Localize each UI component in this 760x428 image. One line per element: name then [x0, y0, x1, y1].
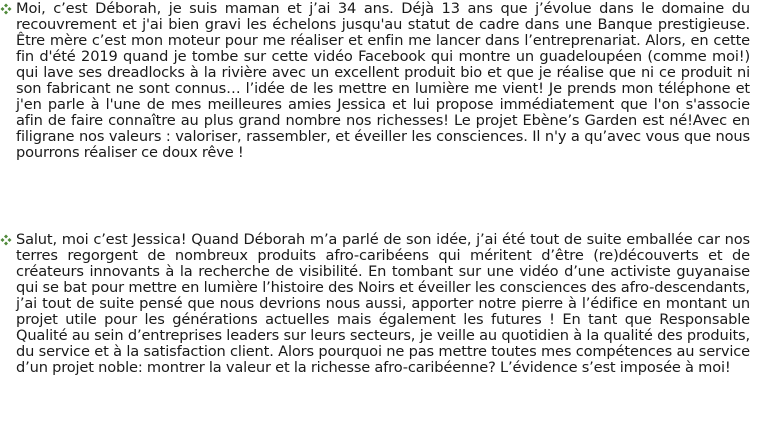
diamond-cluster-icon [0, 1, 16, 17]
paragraph-deborah [16, 1, 750, 161]
paragraph-text: Moi, c’est Déborah, je suis maman et j’ai 34 ans. Déjà 13 ans que j’évolue dans le domaine du recouvrement et j'ai bien gravi les échelons jusqu'au statut de cadre dans une Banque prestigieuse. Être mère c’est mon moteur pour me réaliser et enfin me lancer dans l’entreprenariat. Alors, en cette fin d'été 2019 quand je tombe sur cette vidéo Facebook qui montre un guadeloupéen (comme moi!) qui lave ses dreadlocks à la rivière avec un excellent produit bio et que je réalise que ni ce produit ni son fabricant ne sont connus… l’idée de les mettre en lumière me vient! Je prends mon téléphone et j'en parle à l'une de mes meilleures amies Jessica et lui propose immédiatement que l'on s'associe afin de faire connaître au plus grand nombre nos richesses! Le projet Ebène’s Garden est né!Avec en filigrane nos valeurs : valoriser, rassembler, et éveiller les consciences. Il n'y a qu’avec vous que nous pourrons réaliser ce doux rêve ! [16, 0, 750, 161]
paragraph-text: Salut, moi c’est Jessica! Quand Déborah m’a parlé de son idée, j’ai été tout de suite emballée car nos terres regorgent de nombreux produits afro-caribéens qui méritent d’être (re)découverts et de créateurs innovants à la recherche de visibilité. En tombant sur une vidéo d’une activiste guyanaise qui se bat pour mettre en lumière l’histoire des Noirs et éveiller les consciences des afro-descendants, j’ai tout de suite pensé que nous devrions nous aussi, apporter notre pierre à l’édifice en montant un projet utile pour les générations actuelles mais également les futures ! En tant que Responsable Qualité au sein d’entreprises leaders sur leurs secteurs, je veille au quotidien à la qualité des produits, du service et à la satisfaction client. Alors pourquoi ne pas mettre toutes mes compétences au service d’un projet noble: montrer la valeur et la richesse afro-caribéenne? L’évidence s’est imposée à moi! [16, 231, 750, 376]
paragraph-jessica [16, 232, 750, 376]
diamond-cluster-icon [0, 232, 16, 248]
